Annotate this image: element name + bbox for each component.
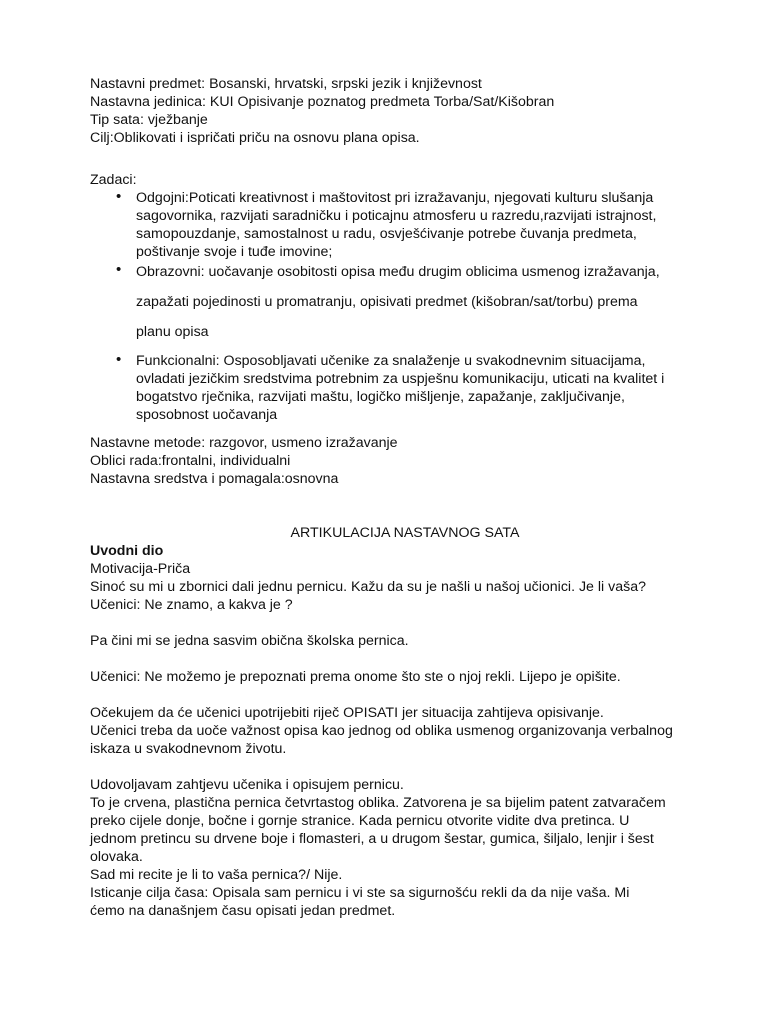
task-line: sagovornika, razvijati saradničku i poticajnu atmosferu u razredu,razvijati istrajnost, <box>136 208 657 224</box>
paragraph-line: jednom pretincu su drvene boje i flomasteri, a u drugom šestar, gumica, šiljalo, lenjir i šest <box>90 831 654 847</box>
paragraph-line: Sinoć su mi u zbornici dali jednu pernicu. Kažu da su je našli u našoj učionici. Je li vaša? <box>90 579 646 595</box>
paragraph-line: iskaza u svakodnevnom životu. <box>90 741 287 757</box>
task-line: zapažati pojedinosti u promatranju, opisivati predmet (kišobran/sat/torbu) prema <box>136 294 638 310</box>
lesson-type-line: Tip sata: vježbanje <box>90 112 208 128</box>
paragraph-line: Učenici treba da uoče važnost opisa kao jednog od oblika usmenog organizovanja verbalnog <box>90 723 673 739</box>
task-line: Odgojni:Poticati kreativnost i maštovitost pri izražavanju, njegovati kulturu slušanja <box>136 190 654 206</box>
bullet-icon: • <box>116 188 122 205</box>
task-line: Funkcionalni: Osposobljavati učenike za snalaženje u svakodnevnim situacijama, <box>136 353 646 369</box>
paragraph-line: Očekujem da će učenici upotrijebiti riječ OPISATI jer situacija zahtijeva opisivanje. <box>90 705 604 721</box>
subject-line: Nastavni predmet: Bosanski, hrvatski, srpski jezik i književnost <box>90 76 482 92</box>
task-line: poštivanje svoje i tuđe imovine; <box>136 244 333 260</box>
task-line: planu opisa <box>136 324 209 340</box>
paragraph-line: ćemo na današnjem času opisati jedan predmet. <box>90 903 396 919</box>
paragraph-line: Udovoljavam zahtjevu učenika i opisujem pernicu. <box>90 777 404 793</box>
bullet-icon: • <box>116 351 122 368</box>
paragraph-line: Učenici: Ne možemo je prepoznati prema onome što ste o njoj rekli. Lijepo je opišite. <box>90 669 621 685</box>
teaching-aids-line: Nastavna sredstva i pomagala:osnovna <box>90 471 339 487</box>
task-item-instructional <box>90 262 720 342</box>
task-line: bogatstvo rječnika, razvijati maštu, logičko mišljenje, zapažanje, zaključivanje, <box>136 389 625 405</box>
bullet-icon: • <box>116 261 122 278</box>
motivation-line: Motivacija-Priča <box>90 561 191 577</box>
intro-heading: Uvodni dio <box>90 543 164 559</box>
task-line: ovladati jezičkim sredstvima potrebnim za uspješnu komunikaciju, uticati na kvalitet i <box>136 371 665 387</box>
goal-line: Cilj:Oblikovati i ispričati priču na osnovu plana opisa. <box>90 130 420 146</box>
paragraph-line: Pa čini mi se jedna sasvim obična školska pernica. <box>90 633 409 649</box>
task-item-functional <box>90 352 720 424</box>
task-line: samopouzdanje, samostalnost u radu, osvješćivanje potrebe čuvanja predmeta, <box>136 226 637 242</box>
paragraph-line: Sad mi recite je li to vaša pernica?/ Nije. <box>90 867 343 883</box>
paragraph-line: Isticanje cilja časa: Opisala sam pernicu i vi ste sa sigurnošću rekli da da nije vaša. Mi <box>90 885 630 901</box>
task-line: Obrazovni: uočavanje osobitosti opisa među drugim oblicima usmenog izražavanja, <box>136 264 660 280</box>
methods-line: Nastavne metode: razgovor, usmeno izražavanje <box>90 435 398 451</box>
section-title: ARTIKULACIJA NASTAVNOG SATA <box>290 525 520 541</box>
work-forms-line: Oblici rada:frontalni, individualni <box>90 453 291 469</box>
task-line: sposobnost uočavanja <box>136 407 278 423</box>
paragraph-line: olovaka. <box>90 849 143 865</box>
paragraph-line: To je crvena, plastična pernica četvrtastog oblika. Zatvorena je sa bijelim patent zatvaračem <box>90 795 666 811</box>
tasks-title: Zadaci: <box>90 172 137 188</box>
lesson-unit-line: Nastavna jedinica: KUI Opisivanje poznatog predmeta Torba/Sat/Kišobran <box>90 94 555 110</box>
paragraph-line: Učenici: Ne znamo, a kakva je ? <box>90 597 293 613</box>
tasks-list <box>90 189 720 424</box>
paragraph-line: preko cijele donje, bočne i gornje stranice. Kada pernicu otvorite vidite dva pretinca. U <box>90 813 630 829</box>
document-page <box>90 75 720 920</box>
task-item-educational <box>90 189 720 261</box>
